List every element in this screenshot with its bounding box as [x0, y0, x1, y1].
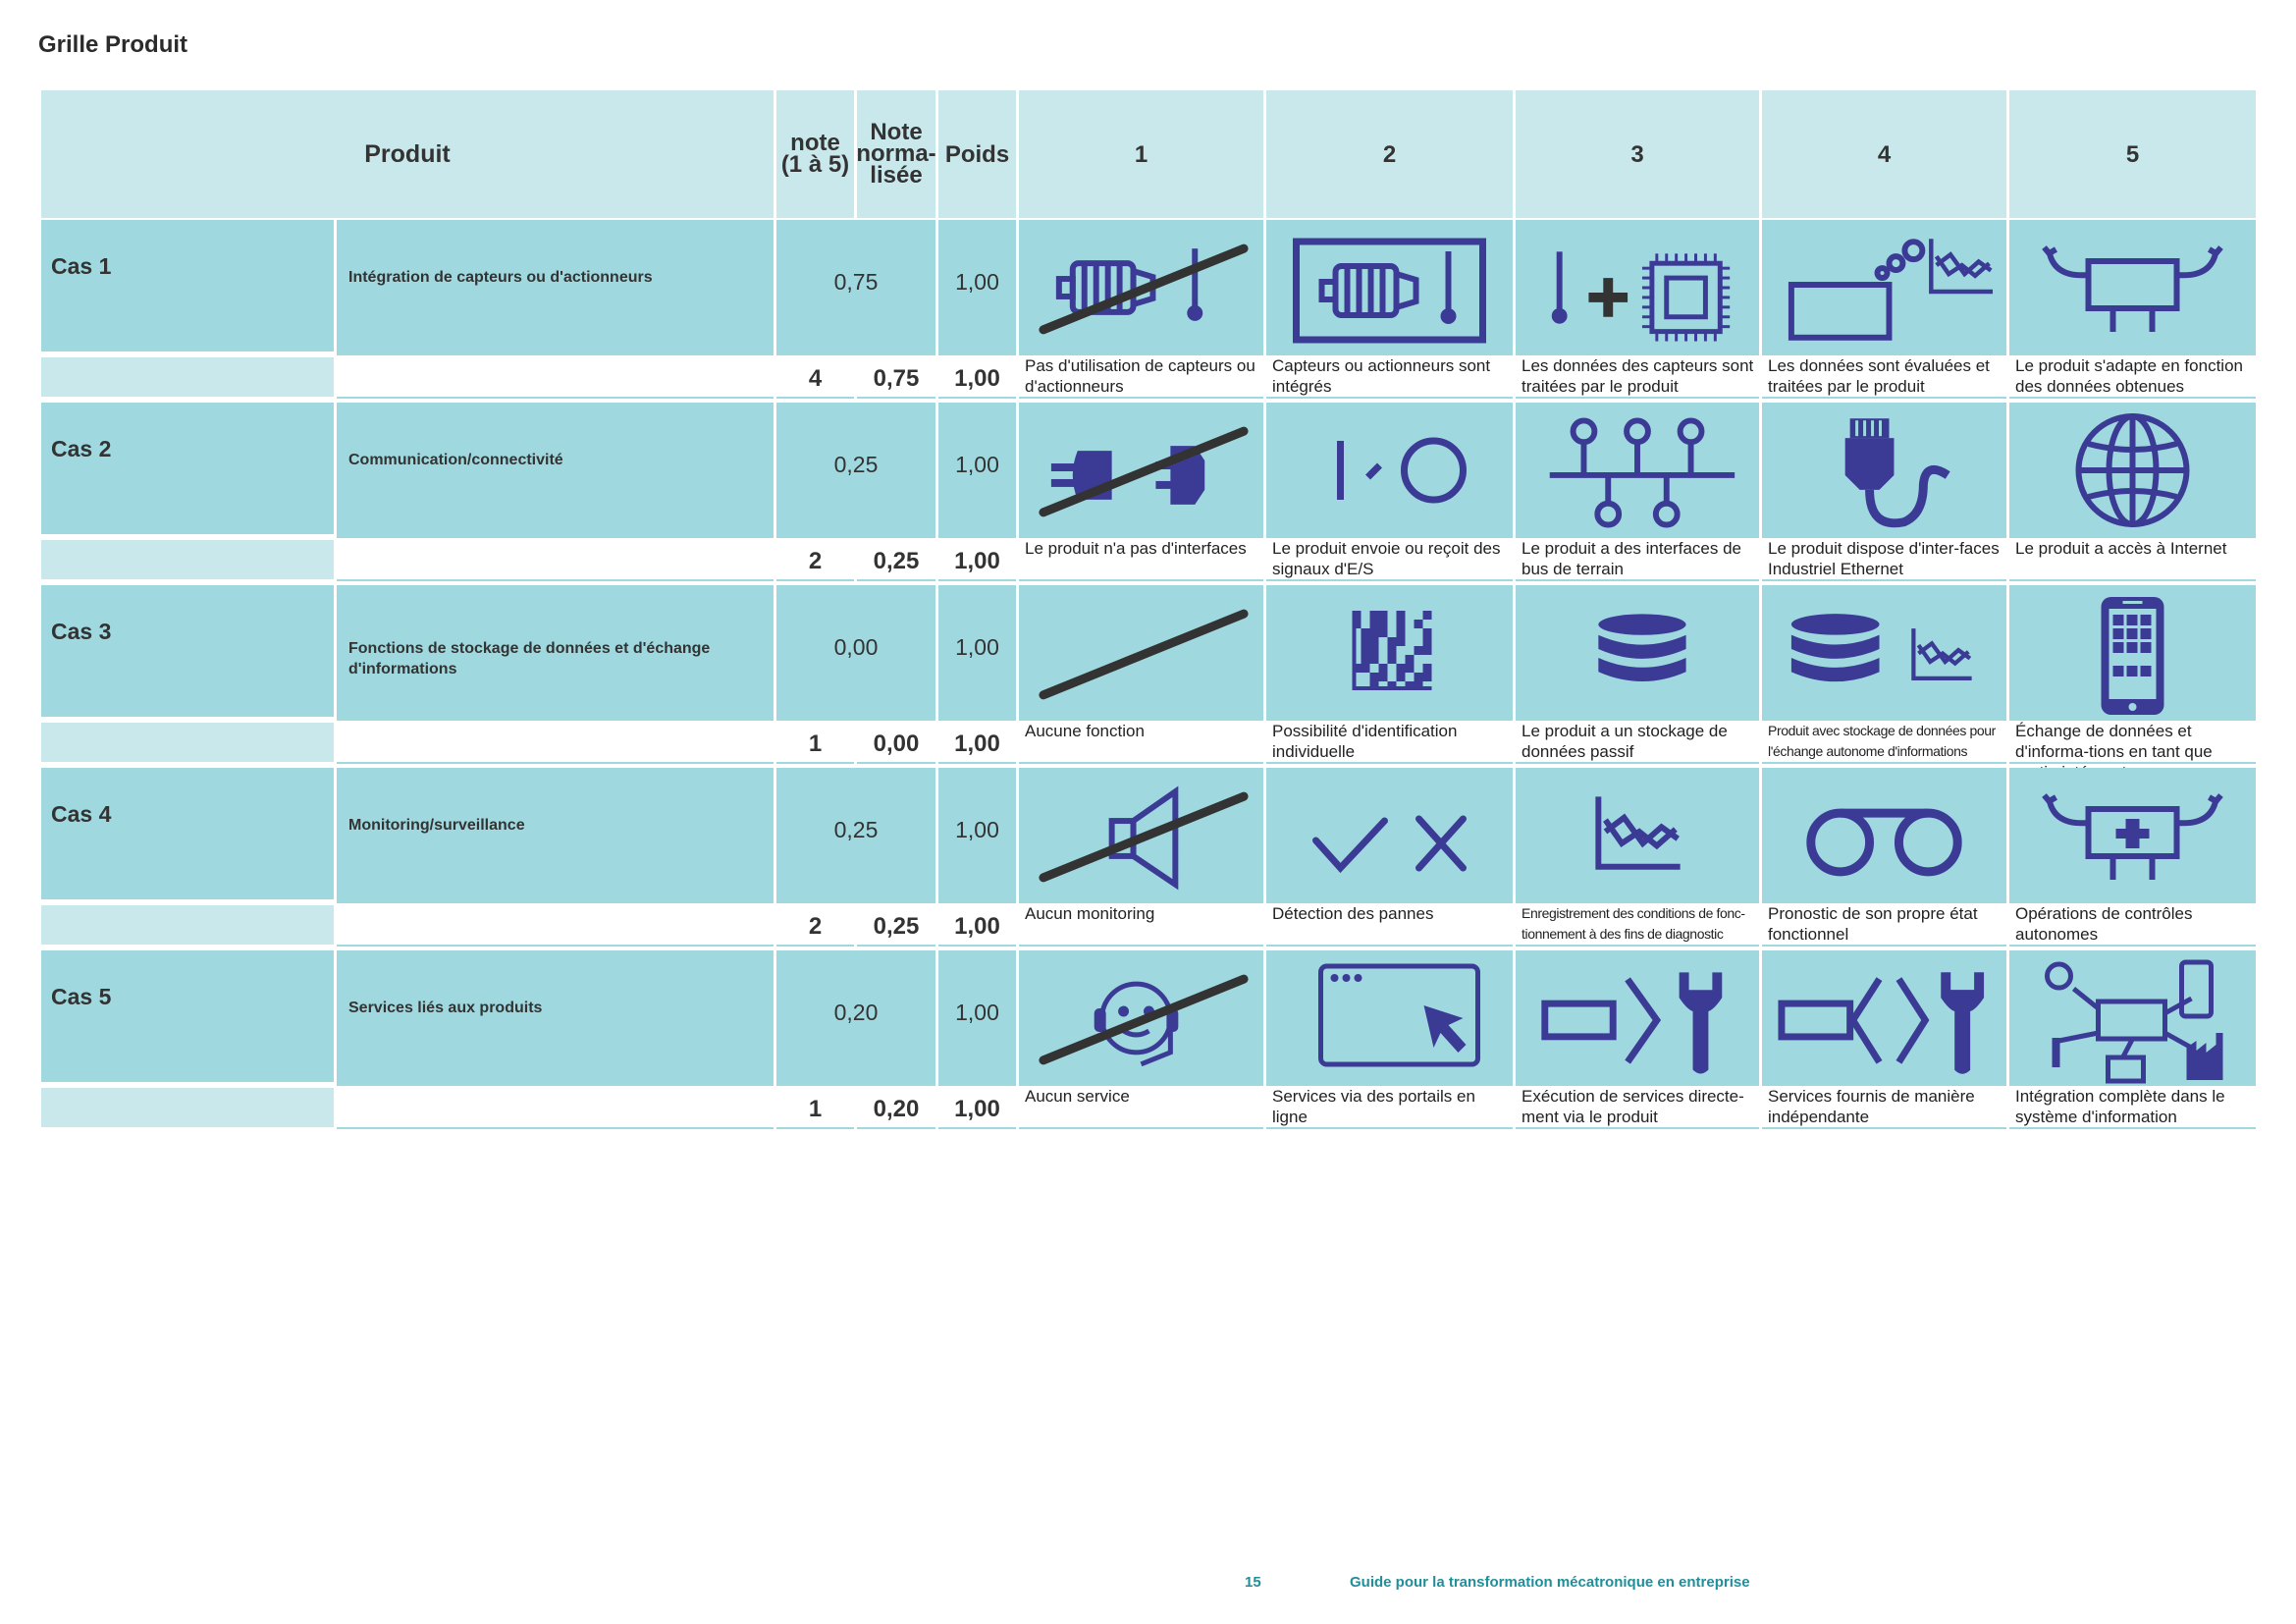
criterion-label: Intégration de capteurs ou d'actionneurs	[348, 269, 653, 286]
note-value: 2	[808, 913, 823, 940]
cas-cell	[41, 950, 334, 1082]
level-description: Les données des capteurs sont traitées par le produit	[1522, 356, 1754, 396]
smartphone-apps-icon	[2014, 589, 2251, 717]
normalized-top-value: 0,00	[833, 634, 879, 660]
criterion-under-cell	[337, 721, 774, 764]
footer-doc-title: Guide pour la transformation mécatronique en entreprise	[1350, 1574, 1750, 1591]
criterion-under-cell	[337, 1086, 774, 1129]
level-description: Enregistrement des conditions de fonc-tionnement à des fins de diagnostic	[1522, 905, 1745, 942]
header-note-line2: (1 à 5)	[780, 151, 850, 178]
cas-under-cell	[41, 723, 334, 762]
datamatrix-icon	[1271, 589, 1508, 717]
cas-under-cell	[41, 357, 334, 397]
level-description: Le produit s'adapte en fonction des données obtenues	[2015, 356, 2243, 396]
cas-under-cell	[41, 1088, 334, 1127]
cas-cell	[41, 403, 334, 534]
weight-value: 1,00	[954, 548, 1000, 574]
screen-bubbles-chart-icon	[1767, 224, 2002, 352]
header-level-4	[1762, 90, 2006, 218]
motor-thermometer-framed-icon	[1271, 224, 1508, 352]
motor-thermometer-crossed-icon	[1024, 224, 1258, 352]
level-description: Services via des portails en ligne	[1272, 1087, 1475, 1126]
level-description: Détection des pannes	[1272, 904, 1434, 923]
normalized-value: 0,75	[873, 365, 920, 392]
header-poids	[938, 90, 1016, 218]
normalized-value: 0,00	[873, 731, 920, 757]
weight-value: 1,00	[954, 1096, 1000, 1122]
ethernet-cable-icon	[1767, 406, 2002, 534]
page-title: Grille Produit	[38, 31, 188, 58]
weight-value: 1,00	[954, 913, 1000, 940]
level-description: Possibilité d'identification individuelle	[1272, 722, 1458, 761]
level-description: Services fournis de manière indépendante	[1768, 1087, 1975, 1126]
normalized-value: 0,25	[873, 548, 920, 574]
fieldbus-icon	[1521, 406, 1754, 534]
cas-cell	[41, 768, 334, 899]
level-description: Le produit a des interfaces de bus de terrain	[1522, 539, 1741, 578]
normalized-top-value: 0,25	[833, 817, 879, 842]
level-description: Produit avec stockage de données pour l'échange autonome d'informations	[1768, 723, 1996, 759]
header-note-line1: note	[790, 130, 840, 156]
headset-crossed-icon	[1024, 954, 1258, 1082]
note-value: 4	[808, 365, 823, 392]
weight-top-value: 1,00	[955, 1000, 999, 1025]
level-description: Aucune fonction	[1025, 722, 1145, 740]
database-icon	[1521, 589, 1754, 717]
level-description: Le produit a un stockage de données passif	[1522, 722, 1728, 761]
weight-value: 1,00	[954, 365, 1000, 392]
line-chart-icon	[1521, 772, 1754, 899]
io-switch-icon	[1271, 406, 1508, 534]
cas-label: Cas 3	[51, 619, 112, 644]
note-value: 2	[808, 548, 823, 574]
header-produit-label: Produit	[364, 139, 451, 168]
header-produit	[41, 90, 774, 218]
network-integration-icon	[2014, 954, 2251, 1082]
note-value: 1	[808, 1096, 823, 1122]
level-description: Les données sont évaluées et traitées par le produit	[1768, 356, 1990, 396]
weight-top-value: 1,00	[955, 452, 999, 477]
weight-top-value: 1,00	[955, 269, 999, 295]
normalized-top-value: 0,75	[833, 269, 879, 295]
header-note	[776, 90, 854, 218]
level-description: Aucun monitoring	[1025, 904, 1155, 923]
header-level-2-label: 2	[1382, 141, 1397, 168]
cas-under-cell	[41, 905, 334, 945]
header-normalized-line2: norma-	[856, 140, 936, 167]
cas-label: Cas 5	[51, 984, 112, 1009]
cas-cell	[41, 585, 334, 717]
criterion-cell	[337, 768, 774, 903]
header-level-3-label: 3	[1630, 141, 1644, 168]
database-chart-icon	[1767, 589, 2002, 717]
level-description: Aucun service	[1025, 1087, 1130, 1106]
header-level-2	[1266, 90, 1513, 218]
criterion-label: Communication/connectivité	[348, 452, 563, 468]
header-level-1-label: 1	[1134, 141, 1148, 168]
criterion-label: Services liés aux produits	[348, 1000, 543, 1016]
weight-value: 1,00	[954, 731, 1000, 757]
level-description: Échange de données et d'informa-tions en tant que	[2015, 722, 2213, 761]
criterion-cell	[337, 950, 774, 1086]
level-description: Intégration complète dans le système d'information	[2015, 1087, 2225, 1126]
header-level-3	[1516, 90, 1759, 218]
cas-under-cell	[41, 540, 334, 579]
level-description: Le produit n'a pas d'interfaces	[1025, 539, 1247, 558]
level-description: Le produit a accès à Internet	[2015, 539, 2227, 558]
criterion-label: Monitoring/surveillance	[348, 817, 525, 834]
globe-icon	[2014, 406, 2251, 534]
header-normalized	[857, 90, 935, 218]
level-description: Exécution de services directe-ment via le produit	[1522, 1087, 1744, 1126]
normalized-value: 0,20	[873, 1096, 920, 1122]
normalized-value: 0,25	[873, 913, 920, 940]
thermometer-plus-chip-icon	[1521, 224, 1754, 352]
weight-top-value: 1,00	[955, 817, 999, 842]
weight-top-value: 1,00	[955, 634, 999, 660]
header-level-5-label: 5	[2125, 141, 2140, 168]
note-value: 1	[808, 731, 823, 757]
header-poids-label: Poids	[944, 141, 1010, 168]
level-description: Pronostic de son propre état fonctionnel	[1768, 904, 1978, 944]
happy-screen-medical-icon	[2014, 772, 2251, 899]
browser-cursor-icon	[1271, 954, 1508, 1082]
level-description: Opérations de contrôles autonomes	[2015, 904, 2193, 944]
cas-label: Cas 1	[51, 253, 112, 279]
level-description: Le produit dispose d'inter-faces Industriel Ethernet	[1768, 539, 2000, 578]
criterion-cell	[337, 403, 774, 538]
plug-crossed-icon	[1024, 406, 1258, 534]
header-level-4-label: 4	[1877, 141, 1892, 168]
level-description: Capteurs ou actionneurs sont intégrés	[1272, 356, 1491, 396]
criterion-under-cell	[337, 538, 774, 581]
box-diamond-wrench-icon	[1767, 954, 2002, 1082]
slash-icon	[1024, 589, 1258, 717]
level-description: Le produit envoie ou reçoit des signaux d'E/S	[1272, 539, 1501, 578]
cas-label: Cas 4	[51, 801, 112, 827]
header-level-1	[1019, 90, 1263, 218]
header-level-5	[2009, 90, 2256, 218]
check-cross-icon	[1271, 772, 1508, 899]
criterion-cell	[337, 220, 774, 355]
cas-label: Cas 2	[51, 436, 112, 461]
speaker-crossed-icon	[1024, 772, 1258, 899]
criterion-under-cell	[337, 355, 774, 399]
footer-page-number: 15	[1245, 1574, 1261, 1591]
cas-cell	[41, 220, 334, 352]
box-arrow-wrench-icon	[1521, 954, 1754, 1082]
criterion-label: Fonctions de stockage de données et d'échange d'informations	[348, 640, 711, 677]
normalized-top-value: 0,25	[833, 452, 879, 477]
normalized-top-value: 0,20	[833, 1000, 879, 1025]
level-description: Pas d'utilisation de capteurs ou d'actionneurs	[1025, 356, 1255, 396]
header-normalized-line1: Note	[870, 119, 923, 145]
binoculars-icon	[1767, 772, 2002, 899]
header-normalized-line3: lisée	[870, 162, 923, 189]
happy-screen-icon	[2014, 224, 2251, 352]
criterion-under-cell	[337, 903, 774, 947]
